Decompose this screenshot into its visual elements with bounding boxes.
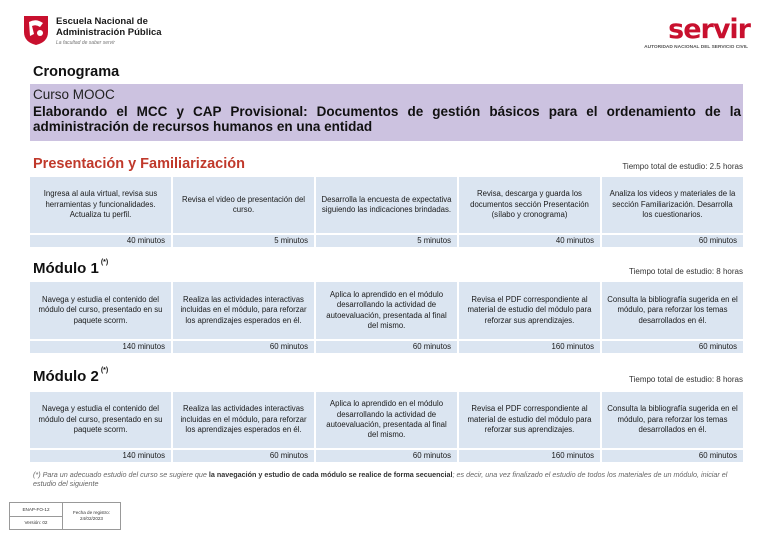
task-description: Realiza las actividades interactivas incluidas en el módulo, para reforzar los aprendizajes esperados en él. [173, 282, 314, 339]
section-study-time: Tiempo total de estudio: 8 horas [629, 375, 743, 384]
task-grid-presentacion [30, 177, 743, 247]
task-minutes: 5 minutos [173, 235, 314, 247]
task-description: Desarrolla la encuesta de expectativa siguiendo las indicaciones brindadas. [316, 177, 457, 233]
task-minutes: 60 minutos [602, 341, 743, 353]
enap-logo [22, 14, 172, 50]
footnote-marker: (*) [100, 367, 109, 374]
task-description: Navega y estudia el contenido del módulo del curso, presentado en su paquete scorm. [30, 392, 171, 448]
task-description: Consulta la bibliografía sugerida en el módulo, para reforzar los temas desarrollados en él. [602, 282, 743, 339]
task-description: Ingresa al aula virtual, revisa sus herramientas y funcionalidades. Actualiza tu perfil. [30, 177, 171, 233]
task-cell [173, 392, 314, 462]
task-cell [602, 392, 743, 462]
servir-wordmark: servir [668, 14, 750, 45]
task-minutes: 60 minutos [173, 450, 314, 462]
enap-name: Escuela Nacional de Administración Pública [56, 16, 162, 38]
task-cell [459, 282, 600, 353]
task-description: Revisa el PDF correspondiente al material de estudio del módulo para reforzar sus aprendizajes. [459, 392, 600, 448]
course-title: Elaborando el MCC y CAP Provisional: Documentos de gestión básicos para el ordenamiento de la administración de recursos humanos en una entidad [33, 104, 741, 134]
servir-subtitle: AUTORIDAD NACIONAL DEL SERVICIO CIVIL [644, 45, 748, 50]
task-minutes: 140 minutos [30, 450, 171, 462]
task-minutes: 60 minutos [173, 341, 314, 353]
task-cell [459, 392, 600, 462]
form-version: Versión: 02 [24, 520, 48, 526]
section-header-modulo-2 [33, 365, 743, 385]
task-cell [316, 177, 457, 247]
task-minutes: 60 minutos [602, 235, 743, 247]
enap-emblem-icon [22, 14, 50, 46]
task-cell [316, 392, 457, 462]
section-header-modulo-1 [33, 257, 743, 277]
section-title: Presentación y Familiarización [33, 156, 245, 172]
course-label: Curso MOOC [33, 87, 115, 102]
section-header-presentacion [33, 152, 743, 172]
task-description: Navega y estudia el contenido del módulo del curso, presentado en su paquete scorm. [30, 282, 171, 339]
task-description: Realiza las actividades interactivas incluidas en el módulo, para reforzar los aprendizajes esperados en él. [173, 392, 314, 448]
task-grid-modulo-2 [30, 392, 743, 462]
task-description: Revisa el video de presentación del curso. [173, 177, 314, 233]
form-code: ENAP-FO-12 [10, 503, 62, 517]
task-minutes: 140 minutos [30, 341, 171, 353]
task-minutes: 60 minutos [602, 450, 743, 462]
form-code-box [9, 502, 121, 530]
task-minutes: 40 minutos [459, 235, 600, 247]
task-minutes: 40 minutos [30, 235, 171, 247]
page-title: Cronograma [33, 64, 120, 80]
task-cell [30, 282, 171, 353]
task-cell [316, 282, 457, 353]
task-cell [30, 392, 171, 462]
task-description: Revisa, descarga y guarda los documentos sección Presentación (sílabo y cronograma) [459, 177, 600, 233]
footnote-emphasis: la navegación y estudio de cada módulo se realice de forma secuencial [208, 470, 453, 479]
task-minutes: 60 minutos [316, 341, 457, 353]
task-cell [173, 282, 314, 353]
task-description: Analiza los videos y materiales de la sección Familiarización. Desarrolla los cuestionarios. [602, 177, 743, 233]
task-minutes: 160 minutos [459, 450, 600, 462]
section-study-time: Tiempo total de estudio: 8 horas [629, 267, 743, 276]
footnote-marker: (*) [100, 259, 109, 266]
task-description: Aplica lo aprendido en el módulo desarrollando la actividad de autoevaluación, presentada al final del mismo. [316, 282, 457, 339]
task-description: Aplica lo aprendido en el módulo desarrollando la actividad de autoevaluación, presentada al final del mismo. [316, 392, 457, 448]
task-minutes: 5 minutos [316, 235, 457, 247]
task-cell [602, 282, 743, 353]
task-cell [173, 177, 314, 247]
task-grid-modulo-1 [30, 282, 743, 353]
task-minutes: 60 minutos [316, 450, 457, 462]
section-study-time: Tiempo total de estudio: 2.5 horas [622, 162, 743, 171]
task-cell [459, 177, 600, 247]
task-description: Consulta la bibliografía sugerida en el módulo, para reforzar los temas desarrollados en él. [602, 392, 743, 448]
form-date-label: Fecha de registro: [72, 510, 111, 515]
task-cell [30, 177, 171, 247]
servir-logo [632, 14, 750, 52]
form-date-value: 24/02/2023 [80, 516, 103, 521]
footnote: (*) Para un adecuado estudio del curso se sugiere que la navegación y estudio de cada módulo se realice de forma secuencial; es decir, una vez finalizado el estudio de todos los materiales de un módulo, iniciar el estudio del siguiente [33, 470, 728, 488]
section-title: Módulo 1 (*) [33, 259, 109, 277]
section-title: Módulo 2 (*) [33, 367, 109, 385]
task-cell [602, 177, 743, 247]
task-description: Revisa el PDF correspondiente al material de estudio del módulo para reforzar sus aprendizajes. [459, 282, 600, 339]
enap-tagline: La facultad de saber servir [56, 40, 115, 46]
footnote-marker: (*) [33, 470, 41, 479]
course-banner [30, 84, 743, 141]
task-minutes: 160 minutos [459, 341, 600, 353]
